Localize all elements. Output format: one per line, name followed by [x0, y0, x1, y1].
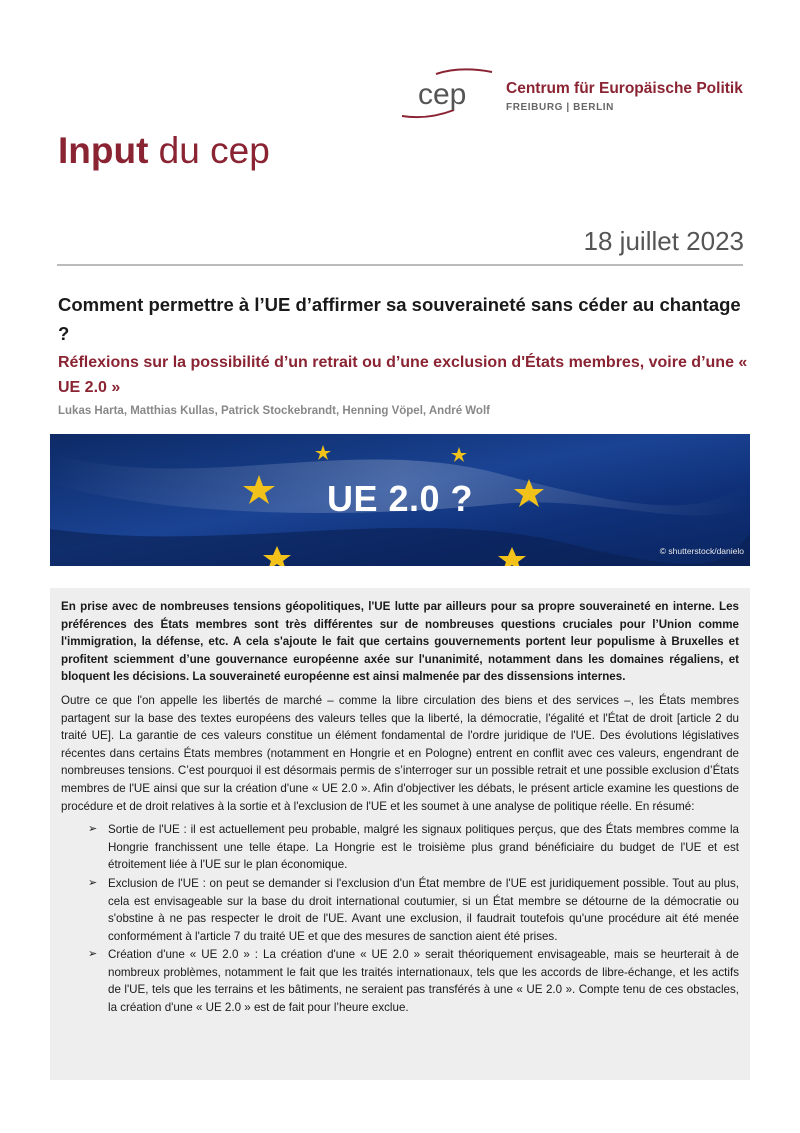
publication-date: 18 juillet 2023: [583, 226, 744, 256]
document-title: Comment permettre à l’UE d’affirmer sa souveraineté sans céder au chantage ?: [58, 294, 741, 344]
list-item: [61, 946, 739, 1016]
image-credit: © shutterstock/danielo: [659, 546, 744, 556]
summary-box: [50, 588, 750, 1080]
series-title-bold: Input: [58, 130, 149, 171]
bullet-text-exit: Sortie de l'UE : il est actuellement peu probable, malgré les signaux politiques perçus, que des États membres comme la Hongrie franchissent une telle étape. La Hongrie est le troisième plus grand bénéficiaire du budget de l'UE et est étroitement liée à l'UE sur le plan économique.: [108, 823, 739, 872]
logo-cities: FREIBURG | BERLIN: [506, 102, 614, 113]
list-item: [61, 875, 739, 945]
summary-intro: En prise avec de nombreuses tensions géopolitiques, l'UE lutte par ailleurs pour sa propre souveraineté en interne. Les préférences des États membres sont très différentes sur de nombreuses questions cruciales pour l’Union comme l'immigration, la défense, etc. A cela s'ajoute le fait que certains gouvernements portent leur populisme à Bruxelles et profitent sciemment d’une gouvernance européenne axée sur l'unanimité, notamment dans les domaines régaliens, et bloquent les décisions. La souveraineté européenne est ainsi malmenée par des dissensions internes.: [61, 600, 739, 684]
banner-image: [50, 434, 750, 566]
logo-organization-name: Centrum für Europäische Politik: [506, 80, 743, 97]
cep-logo-mark: [398, 66, 498, 122]
bullet-text-eu2: Création d'une « UE 2.0 » : La création d'une « UE 2.0 » serait théoriquement envisageable, mais se heurterait à de nombreux problèmes, notamment le fait que les traités internationaux, tels que les accords de libre-échange, et les actifs de l'UE, tels que les terrains et les bâtiments, ne seraient pas transférés à une « UE 2.0 ». Compte tenu de ces obstacles, la création d'une « UE 2.0 » est de fait pour l’heure exclue.: [108, 948, 739, 1015]
authors: Lukas Harta, Matthias Kullas, Patrick Stockebrandt, Henning Vöpel, André Wolf: [58, 405, 490, 417]
svg-text:cep: cep: [418, 78, 467, 111]
document-subtitle: Réflexions sur la possibilité d’un retrait ou d’une exclusion d'États membres, voire d’une « UE 2.0 »: [58, 354, 748, 396]
series-title-rest: du cep: [148, 130, 270, 171]
banner-heading: UE 2.0 ?: [326, 478, 474, 519]
arrow-bullet-icon: ➢: [88, 876, 98, 889]
summary-body: Outre ce que l'on appelle les libertés de marché – comme la libre circulation des biens et des services –, les États membres partagent sur la base des textes européens des valeurs telles que la liberté, la démocratie, l'égalité et l'État de droit [article 2 du traité UE]. La garantie de ces valeurs constitue un élément fondamental de l'ordre juridique de l'UE. Des évolutions législatives récentes dans certains États membres (notamment en Hongrie et en Pologne) entrent en conflit avec ces valeurs, engendrant de nombreuses tensions. C’est pourquoi il est désormais permis de s’interroger sur un possible retrait et une possible exclusion d’États membres de l'UE ainsi que sur la création d'une « UE 2.0 ». Afin d'objectiver les débats, le présent article examine les questions de procédure et de droit relatives à la sortie et à l'exclusion de l'UE et les soumet à une analyse de politique réelle. En résumé:: [61, 693, 739, 813]
bullet-text-exclusion: Exclusion de l'UE : on peut se demander si l'exclusion d'un État membre de l'UE est juridiquement possible. Tout au plus, cela est envisageable sur la base du droit international coutumier, si un État membre se détourne de la démocratie ou s'obstine à ne pas respecter le droit de l'UE. Avant une exclusion, il faudrait toutefois qu'une procédure ait été menée conformément à l'article 7 du traité UE et que des mesures de sanction aient été prises.: [108, 876, 739, 943]
arrow-bullet-icon: ➢: [88, 948, 98, 961]
list-item: [61, 821, 739, 874]
cep-logo: [398, 66, 743, 122]
arrow-bullet-icon: ➢: [88, 823, 98, 836]
series-title: [58, 130, 270, 172]
header-divider: [57, 264, 743, 266]
summary-bullet-list: [61, 821, 739, 1017]
